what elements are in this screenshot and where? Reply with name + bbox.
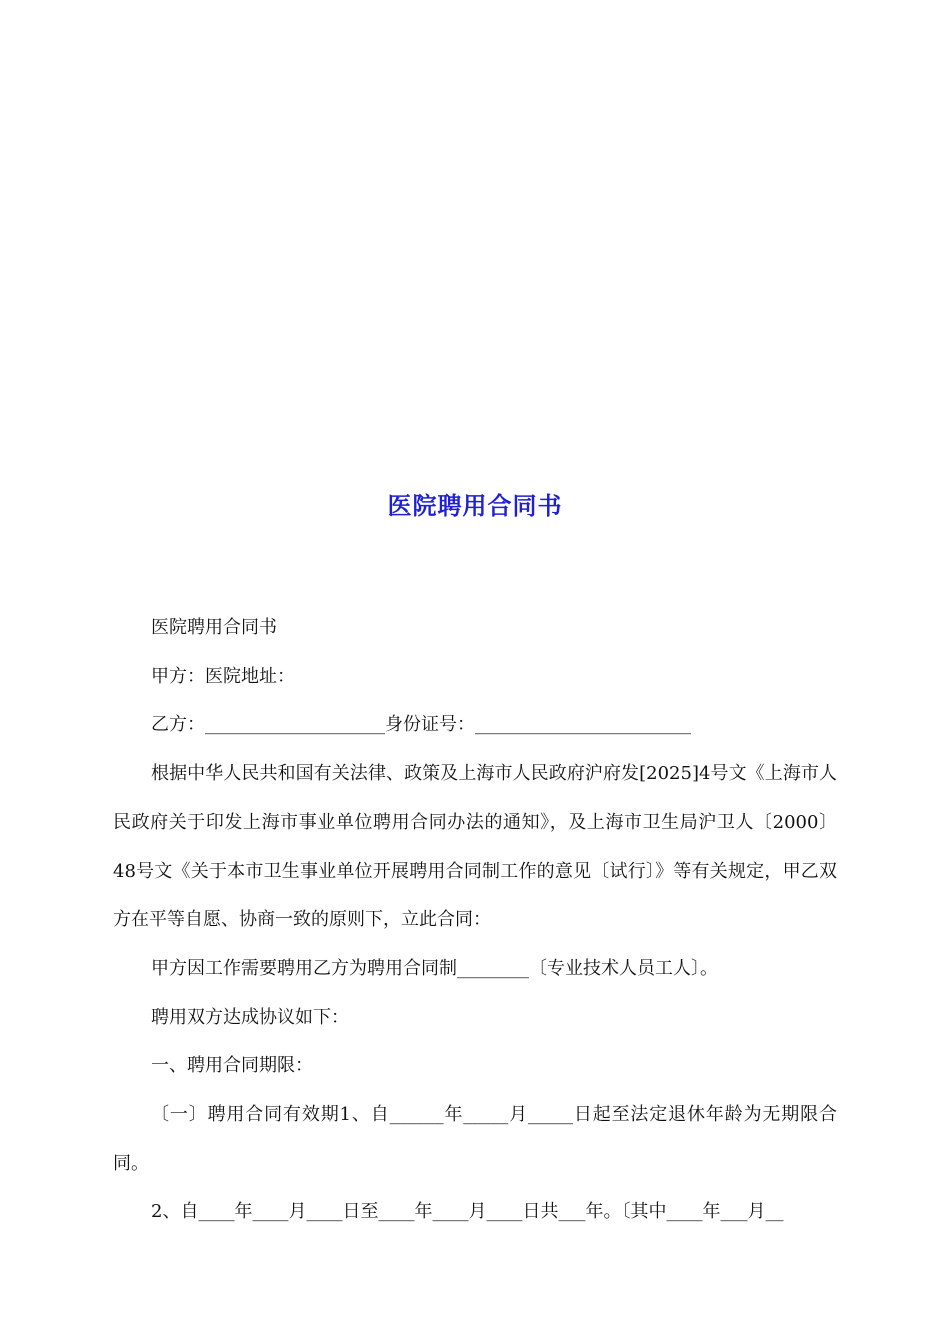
paragraph-term-1: 〔一〕聘用合同有效期1、自______年_____月_____日起至法定退休年龄为无期限合同。 [113, 1104, 837, 1174]
document-title: 医院聘用合同书 [387, 492, 563, 520]
paragraph-section-one: 一、聘用合同期限： [151, 1055, 313, 1077]
document-body [113, 604, 837, 1237]
paragraph-legal-basis: 根据中华人民共和国有关法律、政策及上海市人民政府沪府发[2025]4号文《上海市人民政府关于印发上海市事业单位聘用合同办法的通知》，及上海市卫生局沪卫人〔2000〕48号文《关于本市卫生事业单位开展聘用合同制工作的意见〔试行〕》等有关规定，甲乙双方在平等自愿、协商一致的原则下，立此合同： [113, 763, 837, 931]
paragraph-agreement-intro: 聘用双方达成协议如下： [151, 1006, 349, 1028]
paragraph-employment-type: 甲方因工作需要聘用乙方为聘用合同制________〔专业技术人员工人〕。 [151, 957, 718, 979]
paragraph-party-a: 甲方：医院地址： [151, 665, 295, 687]
paragraph-term-2: 2、自____年____月____日至____年____月____日共___年。〔其中____年___月__ [151, 1201, 784, 1223]
paragraph-heading: 医院聘用合同书 [151, 617, 277, 638]
paragraph-party-b: 乙方：____________________身份证号：________________________ [151, 714, 691, 736]
